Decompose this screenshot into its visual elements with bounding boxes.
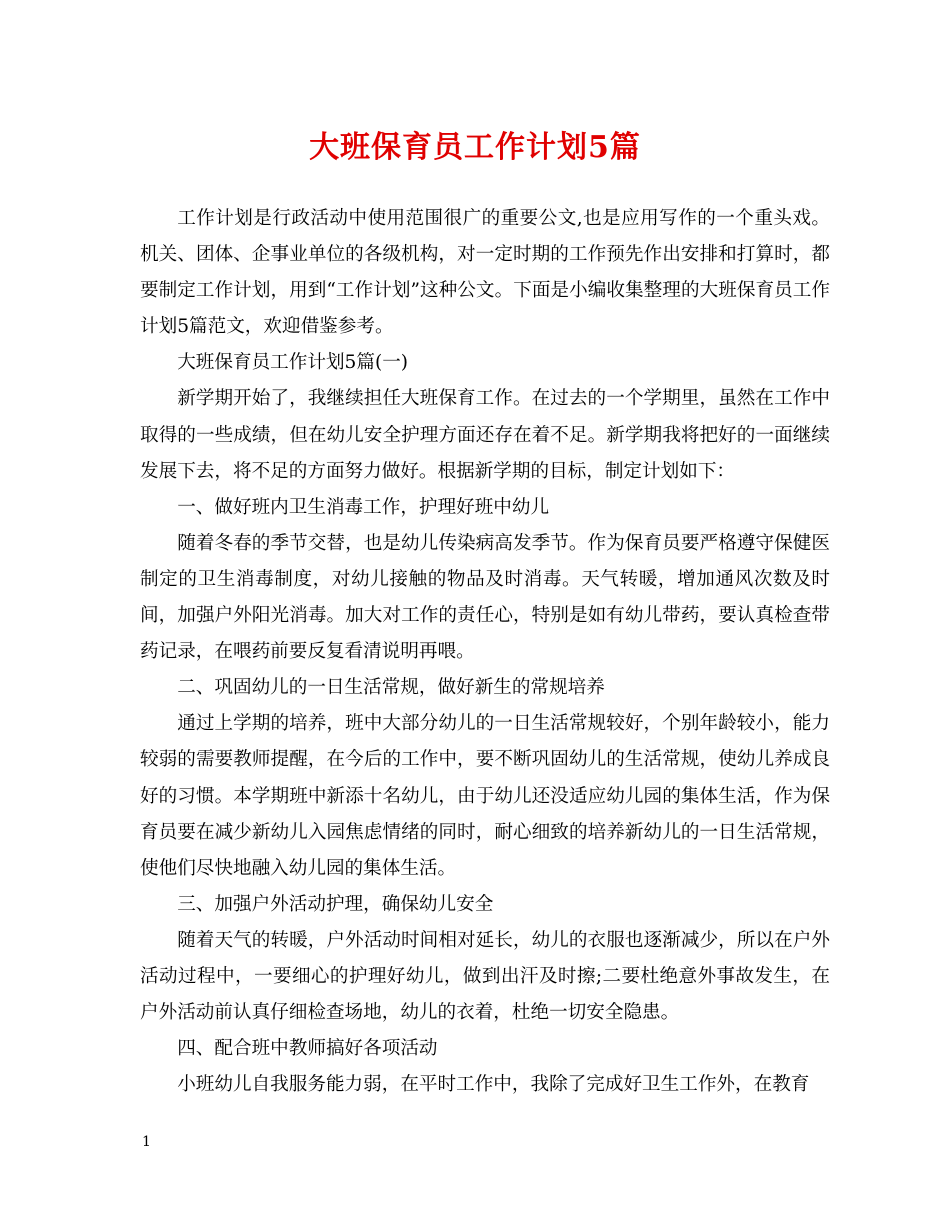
intro-paragraph: 工作计划是行政活动中使用范围很广的重要公文,也是应用写作的一个重头戏。机关、团体、企事业单位的各级机构，对一定时期的工作预先作出安排和打算时，都要制定工作计划，用到“工作计划”这种公文。下面是小编收集整理的大班保育员工作计划5篇范文，欢迎借鉴参考。: [140, 208, 830, 338]
subheading-2: 二、巩固幼儿的一日生活常规，做好新生的常规培养: [177, 677, 605, 699]
body-paragraph: 新学期开始了，我继续担任大班保育工作。在过去的一个学期里，虽然在工作中取得的一些成绩，但在幼儿安全护理方面还存在着不足。新学期我将把好的一面继续发展下去，将不足的方面努力做好。根据新学期的目标，制定计划如下：: [140, 388, 830, 482]
subheading-3: 三、加强户外活动护理，确保幼儿安全: [177, 893, 494, 915]
subheading-4: 四、配合班中教师搞好各项活动: [177, 1038, 438, 1060]
subheading-1: 一、做好班内卫生消毒工作，护理好班中幼儿: [177, 496, 550, 518]
document-title: 大班保育员工作计划5篇: [309, 130, 641, 165]
body-paragraph: 随着冬春的季节交替，也是幼儿传染病高发季节。作为保育员要严格遵守保健医制定的卫生消毒制度，对幼儿接触的物品及时消毒。天气转暖，增加通风次数及时间，加强户外阳光消毒。加大对工作的责任心，特别是如有幼儿带药，要认真检查带药记录，在喂药前要反复看清说明再喂。: [140, 532, 830, 663]
body-paragraph: 随着天气的转暖，户外活动时间相对延长，幼儿的衣服也逐渐减少，所以在户外活动过程中，一要细心的护理好幼儿，做到出汗及时擦;二要杜绝意外事故发生，在户外活动前认真仔细检查场地，幼儿的衣着，杜绝一切安全隐患。: [140, 929, 830, 1024]
section-heading-part-one: 大班保育员工作计划5篇(一): [177, 352, 409, 374]
body-paragraph: 通过上学期的培养，班中大部分幼儿的一日生活常规较好，个别年龄较小，能力较弱的需要教师提醒，在今后的工作中，要不断巩固幼儿的生活常规，使幼儿养成良好的习惯。本学期班中新添十名幼儿，由于幼儿还没适应幼儿园的集体生活，作为保育员要在减少新幼儿入园焦虑情绪的同时，耐心细致的培养新幼儿的一日生活常规，使他们尽快地融入幼儿园的集体生活。: [140, 713, 830, 879]
body-paragraph: 小班幼儿自我服务能力弱，在平时工作中，我除了完成好卫生工作外，在教育: [177, 1074, 810, 1096]
page-number: 1: [142, 1134, 151, 1150]
document-body: [140, 201, 830, 1103]
